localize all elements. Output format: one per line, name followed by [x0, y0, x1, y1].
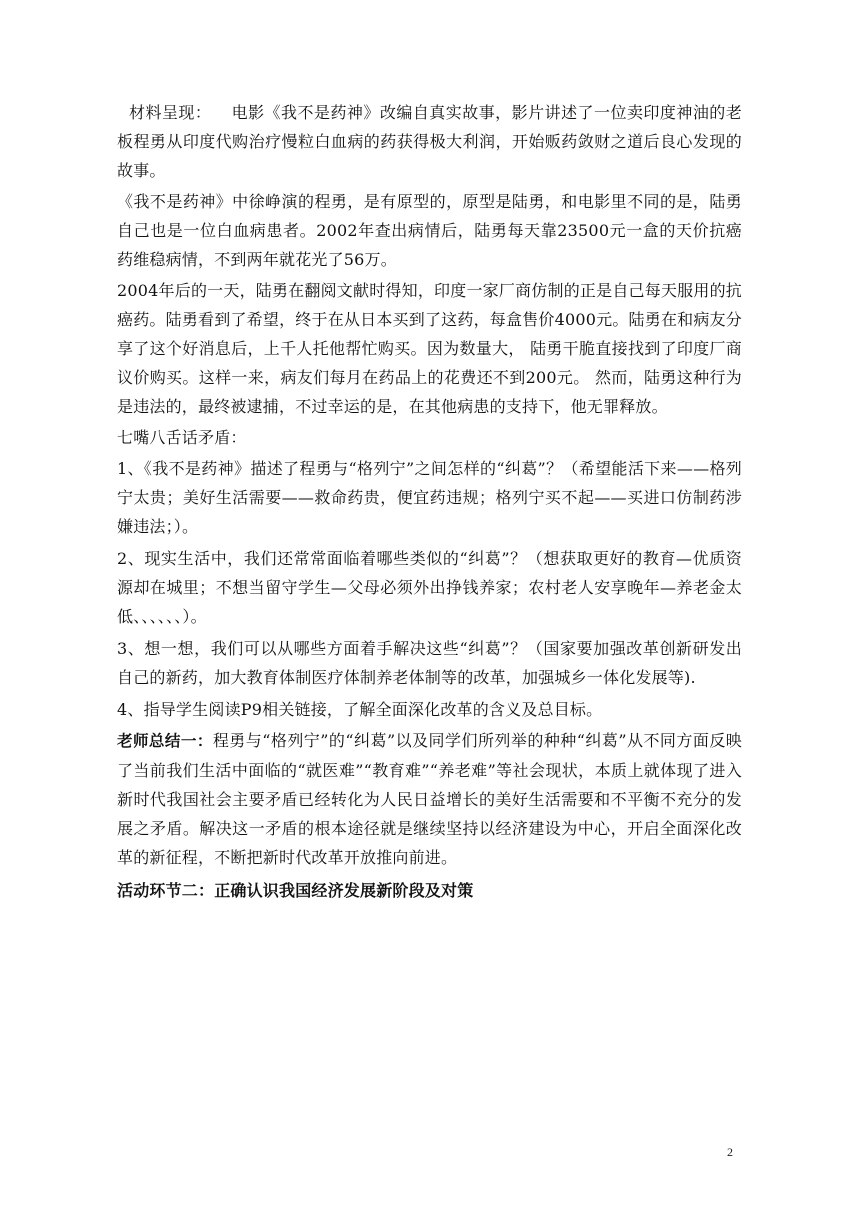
question-4: 4、指导学生阅读P9相关链接，了解全面深化改革的含义及总目标。: [117, 700, 603, 719]
document-body: [117, 98, 742, 905]
story-2004-paragraph: 2004年后的一天，陆勇在翻阅文献时得知，印度一家厂商仿制的正是自己每天服用的抗癌药。陆勇看到了希望，终于在从日本买到了这药，每盒售价4000元。陆勇在和病友分享了这个好消息后，上千人托他帮忙购买。因为数量大， 陆勇干脆直接找到了印度厂商议价购买。这样一来，病友们每月在药品上的花费还不到200元。 然而，陆勇这种行为是违法的，最终被逮捕，不过幸运的是，在其他病患的支持下，他无罪释放。: [117, 281, 742, 416]
page-number: 2: [727, 1145, 733, 1159]
material-paragraph: [117, 98, 742, 185]
question-1: 1、《我不是药神》描述了程勇与“格列宁”之间怎样的“纠葛”？（希望能活下来——格列宁太贵；美好生活需要——救命药贵，便宜药违规；格列宁买不起——买进口仿制药涉嫌违法；）。: [117, 459, 742, 536]
summary-text: 程勇与“格列宁”的“纠葛”以及同学们所列举的种种“纠葛”从不同方面反映了当前我们生活中面临的“就医难”“教育难”“养老难”等社会现状，本质上就体现了进入新时代我国社会主要矛盾已经转化为人民日益增长的美好生活需要和不平衡不充分的发展之矛盾。解决这一矛盾的根本途径就是继续坚持以经济建设为中心，开启全面深化改革的新征程，不断把新时代改革开放推向前进。: [117, 731, 742, 867]
prototype-paragraph: 《我不是药神》中徐峥演的程勇，是有原型的，原型是陆勇，和电影里不同的是，陆勇自己也是一位白血病患者。2002年查出病情后，陆勇每天靠23500元一盒的天价抗癌药维稳病情，不到两年就花光了56万。: [117, 192, 742, 269]
teacher-summary: [117, 726, 742, 872]
discussion-heading: 七嘴八舌话矛盾：: [117, 428, 247, 447]
activity-heading: 活动环节二：正确认识我国经济发展新阶段及对策: [117, 881, 474, 900]
material-label: 材料呈现：: [129, 103, 212, 122]
question-3: 3、想一想，我们可以从哪些方面着手解决这些“纠葛”？（国家要加强改革创新研发出自己的新药，加大教育体制医疗体制养老体制等的改革，加强城乡一体化发展等).: [117, 639, 742, 687]
summary-label: 老师总结一：: [117, 732, 213, 750]
material-text: 电影《我不是药神》改编自真实故事，影片讲述了一位卖印度神油的老板程勇从印度代购治疗慢粒白血病的药获得极大利润，开始贩药敛财之道后良心发现的故事。: [117, 103, 742, 180]
question-2: 2、现实生活中，我们还常常面临着哪些类似的“纠葛”？（想获取更好的教育—优质资源却在城里；不想当留守学生—父母必须外出挣钱养家；农村老人安享晚年—养老金太低、、、、、、）。: [117, 549, 742, 626]
